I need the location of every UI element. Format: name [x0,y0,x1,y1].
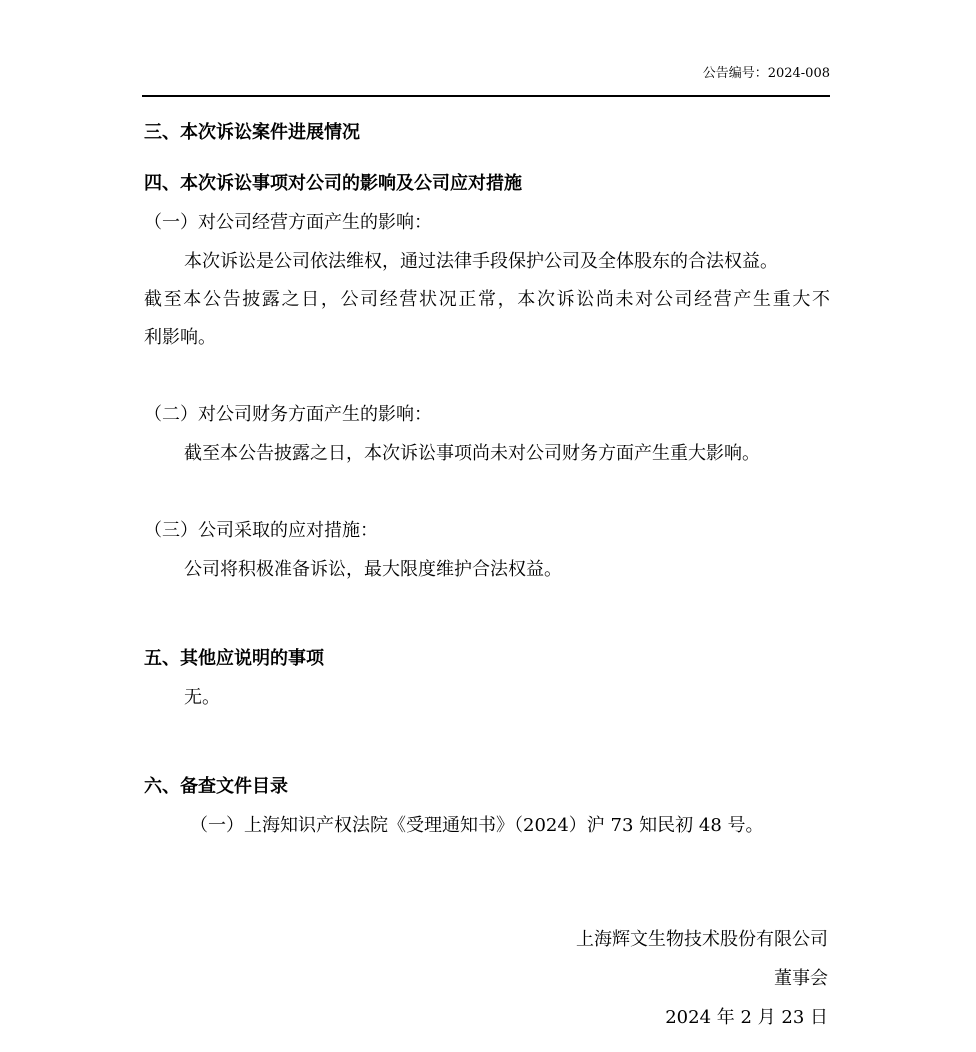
section-4-sub1-paragraph-line: 利影响。 [144,327,216,348]
section-5-heading: 五、其他应说明的事项 [144,648,324,669]
section-4-sub2-heading: （二）对公司财务方面产生的影响： [144,404,432,425]
section-4-sub3-paragraph: 公司将积极准备诉讼，最大限度维护合法权益。 [184,559,562,580]
section-5-paragraph: 无。 [184,687,220,708]
section-4-heading: 四、本次诉讼事项对公司的影响及公司应对措施 [144,173,522,194]
section-4-sub1-heading: （一）对公司经营方面产生的影响： [144,212,432,233]
announcement-number: 公告编号：2024-008 [702,66,830,81]
section-6-item: （一）上海知识产权法院《受理通知书》（2024）沪 73 知民初 48 号。 [190,815,764,836]
section-4-sub3-heading: （三）公司采取的应对措施： [144,520,378,541]
signature-date: 2024 年 2 月 23 日 [665,1007,828,1028]
section-4-sub1-paragraph-line: 本次诉讼是公司依法维权，通过法律手段保护公司及全体股东的合法权益。 [184,251,778,272]
section-4-sub2-paragraph: 截至本公告披露之日，本次诉讼事项尚未对公司财务方面产生重大影响。 [184,443,760,464]
section-3-heading: 三、本次诉讼案件进展情况 [144,122,360,143]
signature-board: 董事会 [774,968,828,989]
section-4-sub1-paragraph-line: 截至本公告披露之日，公司经营状况正常，本次诉讼尚未对公司经营产生重大不 [144,289,830,310]
section-6-heading: 六、备查文件目录 [144,776,288,797]
header-divider [142,95,830,97]
signature-company: 上海辉文生物技术股份有限公司 [576,929,828,950]
